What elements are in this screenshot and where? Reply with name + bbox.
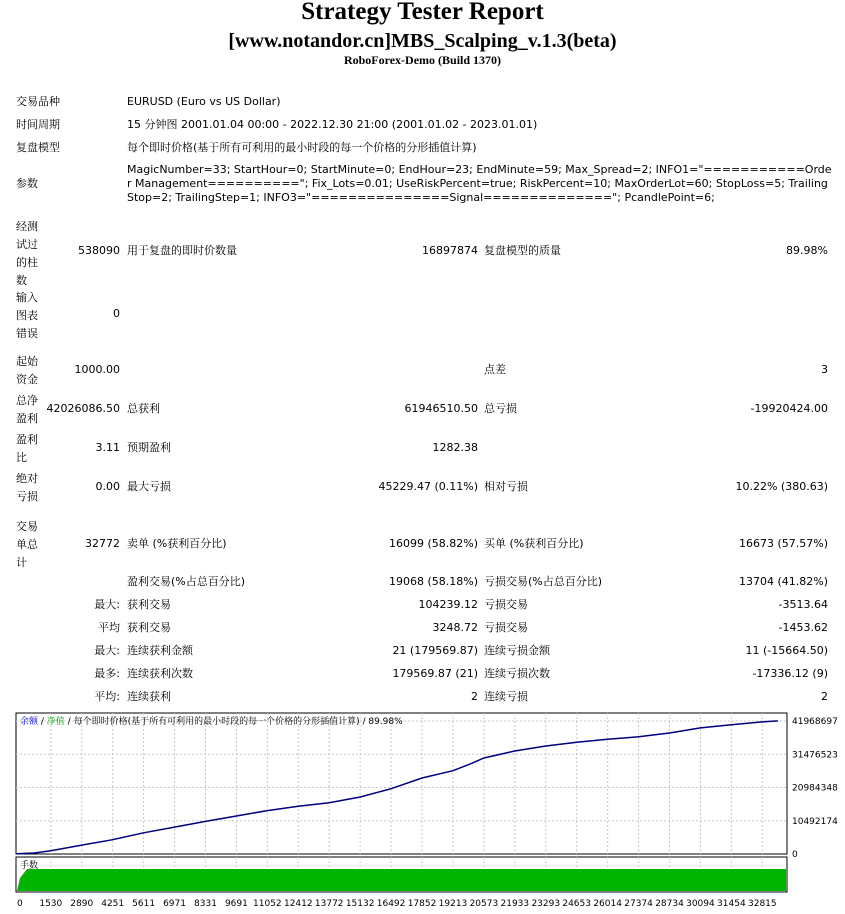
x-tick-label: 26014 (593, 899, 622, 909)
lots-label: 手数 (20, 861, 39, 871)
abs-drawdown-value: 0.00 (95, 480, 120, 493)
avg-loss-value: -1453.62 (778, 621, 828, 634)
x-tick-labels (17, 899, 777, 909)
x-tick-label: 5611 (132, 899, 156, 909)
chart-legend (20, 715, 403, 727)
avg-profit-value: 3248.72 (432, 621, 478, 634)
payoff-label: 预期盈利 (127, 441, 171, 454)
x-tick-label: 11052 (253, 899, 282, 909)
most-prefix: 最多: (94, 667, 120, 680)
spread-value: 3 (821, 363, 828, 376)
net-value: 42026086.50 (46, 402, 120, 415)
max-prefix: 最大: (94, 644, 120, 657)
avg-profit-label: 获利交易 (127, 621, 171, 634)
mismatch-value: 0 (113, 307, 120, 320)
long-positions-value: 16673 (57.57%) (738, 537, 828, 550)
legend-sep-2: / (64, 717, 74, 727)
x-tick-label: 28734 (655, 899, 684, 909)
rel-drawdown-value: 10.22% (380.63) (735, 480, 828, 493)
gross-profit-label: 总获利 (127, 402, 160, 415)
x-tick-label: 8331 (194, 899, 217, 909)
legend-sep-1: / (38, 717, 47, 727)
model-label: 复盘模型 (16, 141, 60, 154)
quality-value: 89.98% (786, 244, 828, 257)
model-value: 每个即时价格(基于所有可利用的最小时段的每一个价格的分形插值计算) (127, 141, 477, 154)
gross-loss-value: -19920424.00 (750, 402, 828, 415)
period-value: 15 分钟图 2001.01.04 00:00 - 2022.12.30 21:00 (2001.01.02 - 2023.01.01) (127, 118, 538, 131)
x-tick-label: 24653 (562, 899, 592, 909)
x-tick-label: 20573 (469, 899, 499, 909)
gross-loss-label: 总亏损 (484, 402, 517, 415)
total-trades-value: 32772 (85, 537, 120, 550)
x-tick-label: 6971 (163, 899, 186, 909)
largest-profit-value: 104239.12 (418, 598, 478, 611)
report-title: Strategy Tester Report (301, 0, 544, 25)
y-tick-label: 31476523 (792, 750, 838, 761)
ticks-value: 16897874 (422, 244, 478, 257)
deposit-label: 起始资金 (16, 355, 38, 386)
short-positions-label: 卖单 (%获利百分比) (127, 537, 227, 550)
x-tick-label: 1530 (39, 899, 63, 909)
x-tick-label: 19213 (438, 899, 468, 909)
x-tick-label: 12412 (283, 899, 313, 909)
ticks-label: 用于复盘的即时价数量 (127, 244, 237, 257)
max-drawdown-value: 45229.47 (0.11%) (378, 480, 478, 493)
largest-prefix: 最大: (94, 598, 120, 611)
x-tick-label: 15132 (345, 899, 375, 909)
avg-consec-losses-label: 连续亏损 (484, 690, 528, 703)
x-tick-label: 31454 (717, 899, 746, 909)
y-tick-label: 0 (792, 850, 798, 860)
max-consec-losses-label: 连续亏损金额 (484, 644, 550, 657)
largest-loss-value: -3513.64 (778, 598, 828, 611)
loss-trades-value: 13704 (41.82%) (738, 575, 828, 588)
profit-trades-value: 19068 (58.18%) (388, 575, 478, 588)
x-tick-label: 21933 (500, 899, 530, 909)
x-tick-label: 23293 (531, 899, 561, 909)
y-tick-label: 20984348 (792, 783, 838, 794)
x-tick-label: 9691 (224, 899, 248, 909)
balance-chart (0, 709, 845, 914)
max-drawdown-label: 最大亏损 (127, 480, 171, 493)
x-tick-label: 4251 (101, 899, 125, 909)
x-tick-label: 32815 (748, 899, 777, 909)
symbol-value: EURUSD (Euro vs US Dollar) (127, 95, 281, 108)
y-tick-label: 10492174 (792, 816, 838, 827)
avg-prefix: 平均: (94, 690, 120, 703)
max-consec-loss-value: -17336.12 (9) (752, 667, 828, 680)
max-consec-losses-value: 11 (-15664.50) (745, 644, 828, 657)
loss-trades-label: 亏损交易(%占总百分比) (484, 575, 603, 588)
gross-profit-value: 61946510.50 (404, 402, 478, 415)
spread-label: 点差 (484, 363, 506, 376)
largest-profit-label: 获利交易 (127, 598, 171, 611)
short-positions-value: 16099 (58.82%) (388, 537, 478, 550)
bars-label: 经测试过的柱数 (16, 220, 38, 287)
x-tick-label: 16492 (376, 899, 406, 909)
bars-value: 538090 (78, 244, 120, 257)
mismatch-label: 输入图表错误 (16, 291, 38, 340)
x-tick-label: 13772 (314, 899, 344, 909)
deposit-value: 1000.00 (74, 363, 120, 376)
report-server: RoboForex-Demo (Build 1370) (343, 53, 502, 67)
period-label: 时间周期 (16, 118, 60, 131)
x-tick-label: 17852 (407, 899, 437, 909)
total-trades-label: 交易单总计 (16, 520, 38, 569)
largest-loss-label: 亏损交易 (484, 598, 528, 611)
rel-drawdown-label: 相对亏损 (484, 480, 528, 493)
report-subtitle: [www.notandor.cn]MBS_Scalping_v.1.3(beta) (228, 30, 617, 52)
symbol-label: 交易品种 (16, 95, 60, 108)
main-plot-frame (16, 713, 787, 854)
y-tick-label: 41968697 (792, 717, 838, 728)
average-prefix: 平均 (98, 621, 120, 634)
avg-consec-wins-label: 连续获利 (127, 690, 171, 703)
long-positions-label: 买单 (%获利百分比) (484, 537, 584, 550)
avg-consec-losses-value: 2 (821, 690, 828, 703)
x-tick-label: 30094 (686, 899, 715, 909)
profit-factor-value: 3.11 (95, 441, 120, 454)
params-label: 参数 (16, 177, 38, 190)
avg-consec-wins-value: 2 (471, 690, 478, 703)
avg-loss-label: 亏损交易 (484, 621, 528, 634)
y-tick-labels (792, 717, 838, 860)
legend-balance: 余额 (20, 717, 39, 727)
profit-trades-label: 盈利交易(%占总百分比) (127, 575, 246, 588)
max-consec-loss-label: 连续亏损次数 (484, 667, 550, 680)
net-label: 总净盈利 (16, 394, 38, 425)
max-consec-profit-label: 连续获利次数 (127, 667, 193, 680)
profit-factor-label: 盈利比 (16, 433, 38, 464)
x-tick-label: 27374 (624, 899, 653, 909)
x-tick-label: 2890 (70, 899, 94, 909)
params-value: MagicNumber=33; StartHour=0; StartMinute=0; EndHour=23; EndMinute=59; Max_Spread=2; INFO1="===========Order Management=========="; Fix_Lots=0.01; UseRiskPercent=true; RiskPercent=10; MaxOrderLot=60; StopLoss=5; TrailingStop=2; TrailingStep=1; INFO3="===============Signal=============="; PcandlePoint=6; (127, 163, 832, 204)
lots-area (17, 869, 786, 891)
max-consec-wins-label: 连续获利金额 (127, 644, 193, 657)
abs-drawdown-label: 绝对亏损 (16, 472, 38, 503)
payoff-value: 1282.38 (432, 441, 478, 454)
max-consec-profit-value: 179569.87 (21) (392, 667, 478, 680)
quality-label: 复盘模型的质量 (484, 244, 561, 257)
max-consec-wins-value: 21 (179569.87) (392, 644, 478, 657)
legend-equity: 净值 (46, 717, 65, 727)
legend-model: 每个即时价格(基于所有可利用的最小时段的每一个价格的分形插值计算) / 89.98% (73, 717, 403, 727)
x-tick-label: 0 (17, 899, 23, 909)
